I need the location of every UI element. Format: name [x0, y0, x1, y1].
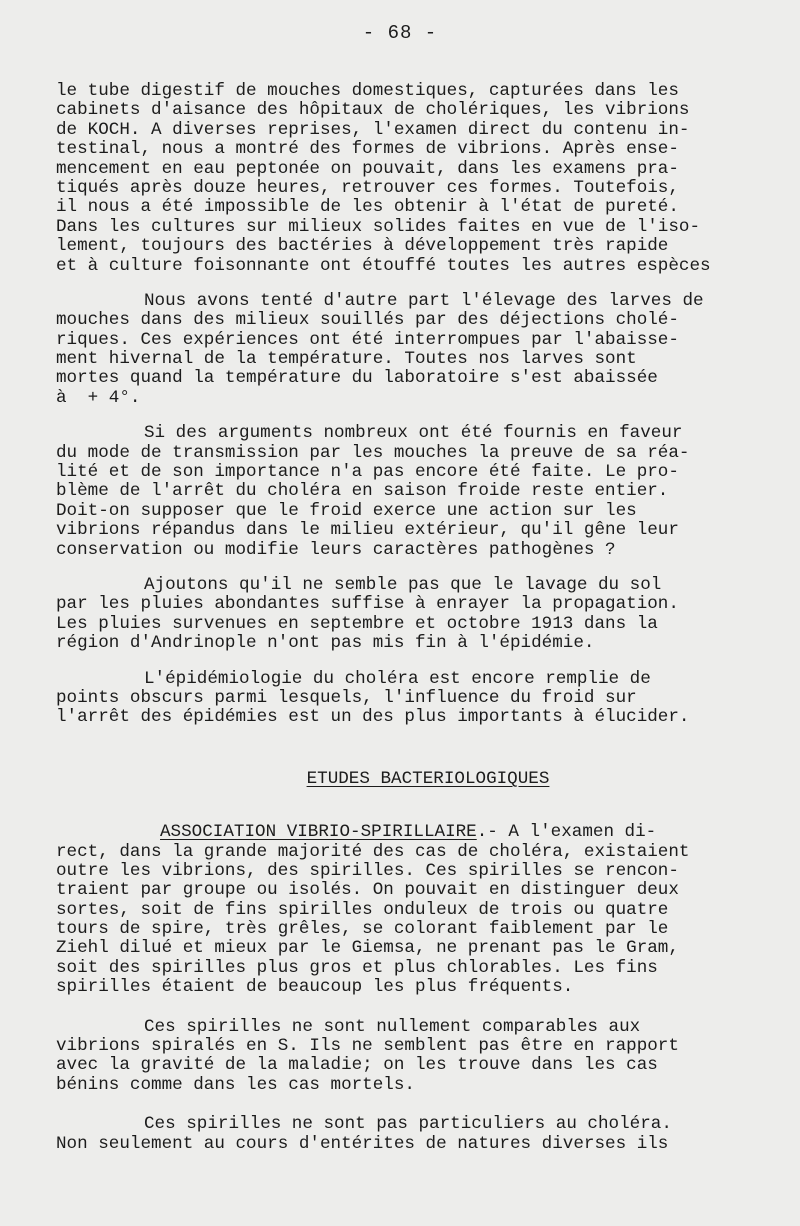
text-line: conservation ou modifie leurs caractères pathogènes ?	[56, 539, 616, 560]
text-line: l'arrêt des épidémies est un des plus importants à élucider.	[56, 707, 690, 728]
subsection-title: ASSOCIATION VIBRIO-SPIRILLAIRE	[160, 822, 477, 843]
text-line: Ziehl dilué et mieux par le Giemsa, ne prenant pas le Gram,	[56, 938, 679, 959]
text-line: Nous avons tenté d'autre part l'élevage des larves de	[144, 290, 704, 311]
text-line: Ces spirilles ne sont nullement comparables aux	[144, 1016, 641, 1037]
text-line: mouches dans des milieux souillés par des déjections cholé-	[56, 310, 679, 331]
text-line: mencement en eau peptonée on pouvait, dans les examens pra-	[56, 158, 679, 179]
text-line: lité et de son importance n'a pas encore été faite. Le pro-	[56, 462, 679, 483]
paragraph-epidemiology	[56, 670, 760, 728]
text-line: et à culture foisonnante ont étouffé toutes les autres espèces	[56, 255, 711, 276]
text-line: spirilles étaient de beaucoup les plus fréquents.	[56, 977, 574, 998]
text-line: testinal, nous a montré des formes de vibrions. Après ense-	[56, 139, 679, 160]
text-line: blème de l'arrêt du choléra en saison froide reste entier.	[56, 481, 669, 502]
text-line: lement, toujours des bactéries à développement très rapide	[56, 236, 669, 257]
text-line: L'épidémiologie du choléra est encore remplie de	[144, 668, 651, 689]
text-line: il nous a été impossible de les obtenir à l'état de pureté.	[56, 197, 679, 218]
text-line: Dans les cultures sur milieux solides faites en vue de l'iso-	[56, 216, 701, 237]
text-line: région d'Andrinople n'ont pas mis fin à l'épidémie.	[56, 633, 595, 654]
text-line: le tube digestif de mouches domestiques, capturées dans les	[56, 81, 679, 101]
paragraph-rain	[56, 576, 760, 654]
text-line: points obscurs parmi lesquels, l'influence du froid sur	[56, 687, 637, 708]
text-line	[56, 823, 760, 842]
paragraph-transmission	[56, 424, 760, 560]
text-line: vibrions répandus dans le milieu extérieur, qu'il gêne leur	[56, 520, 679, 541]
text-line: mortes quand la température du laboratoire s'est abaissée	[56, 368, 658, 389]
text-line: sortes, soit de fins spirilles onduleux de trois ou quatre	[56, 899, 669, 920]
text-line: Si des arguments nombreux ont été fournis en faveur	[144, 423, 683, 444]
text-line: traient par groupe ou isolés. On pouvait en distinguer deux	[56, 880, 679, 901]
text-line: à + 4°.	[56, 387, 141, 408]
text-line: Doit-on supposer que le froid exerce une action sur les	[56, 500, 637, 521]
text-line: avec la gravité de la maladie; on les trouve dans les cas	[56, 1055, 658, 1076]
text-line: par les pluies abondantes suffise à enrayer la propagation.	[56, 594, 679, 615]
text-line: tiqués après douze heures, retrouver ces formes. Toutefois,	[56, 177, 679, 198]
text-line: Les pluies survenues en septembre et octobre 1913 dans la	[56, 613, 658, 634]
paragraph-flies-intestine	[56, 82, 760, 276]
text-line: ment hivernal de la température. Toutes nos larves sont	[56, 349, 637, 370]
text-line: vibrions spiralés en S. Ils ne semblent pas être en rapport	[56, 1036, 679, 1057]
text-line: du mode de transmission par les mouches la preuve de sa réa-	[56, 442, 690, 463]
text-line: Non seulement au cours d'entérites de natures diverses ils	[56, 1133, 669, 1154]
section-heading: ETUDES BACTERIOLOGIQUES	[306, 768, 550, 789]
text-line: soit des spirilles plus gros et plus chlorables. Les fins	[56, 957, 658, 978]
text-line: outre les vibrions, des spirilles. Ces spirilles se rencon-	[56, 860, 679, 881]
paragraph-association	[56, 823, 760, 998]
page-number: - 68 -	[362, 22, 438, 44]
paragraph-spirilles-comparison	[56, 1018, 760, 1096]
text-line: tours de spire, très grêles, se colorant faiblement par le	[56, 919, 669, 940]
text-line: bénins comme dans les cas mortels.	[56, 1074, 415, 1095]
paragraph-larvae	[56, 292, 760, 408]
text-line: cabinets d'aisance des hôpitaux de cholériques, les vibrions	[56, 100, 690, 121]
text-line: riques. Ces expériences ont été interrompues par l'abaisse-	[56, 329, 679, 350]
subsection-title-rest: .- A l'examen di-	[476, 822, 657, 843]
text-line: Ajoutons qu'il ne semble pas que le lavage du sol	[144, 574, 662, 595]
body-text	[56, 82, 760, 1154]
paragraph-spirilles-not-particular	[56, 1115, 760, 1154]
text-line: Ces spirilles ne sont pas particuliers au choléra.	[144, 1114, 672, 1135]
text-line: rect, dans la grande majorité des cas de choléra, existaient	[56, 841, 690, 862]
text-line: de KOCH. A diverses reprises, l'examen direct du contenu in-	[56, 119, 690, 140]
